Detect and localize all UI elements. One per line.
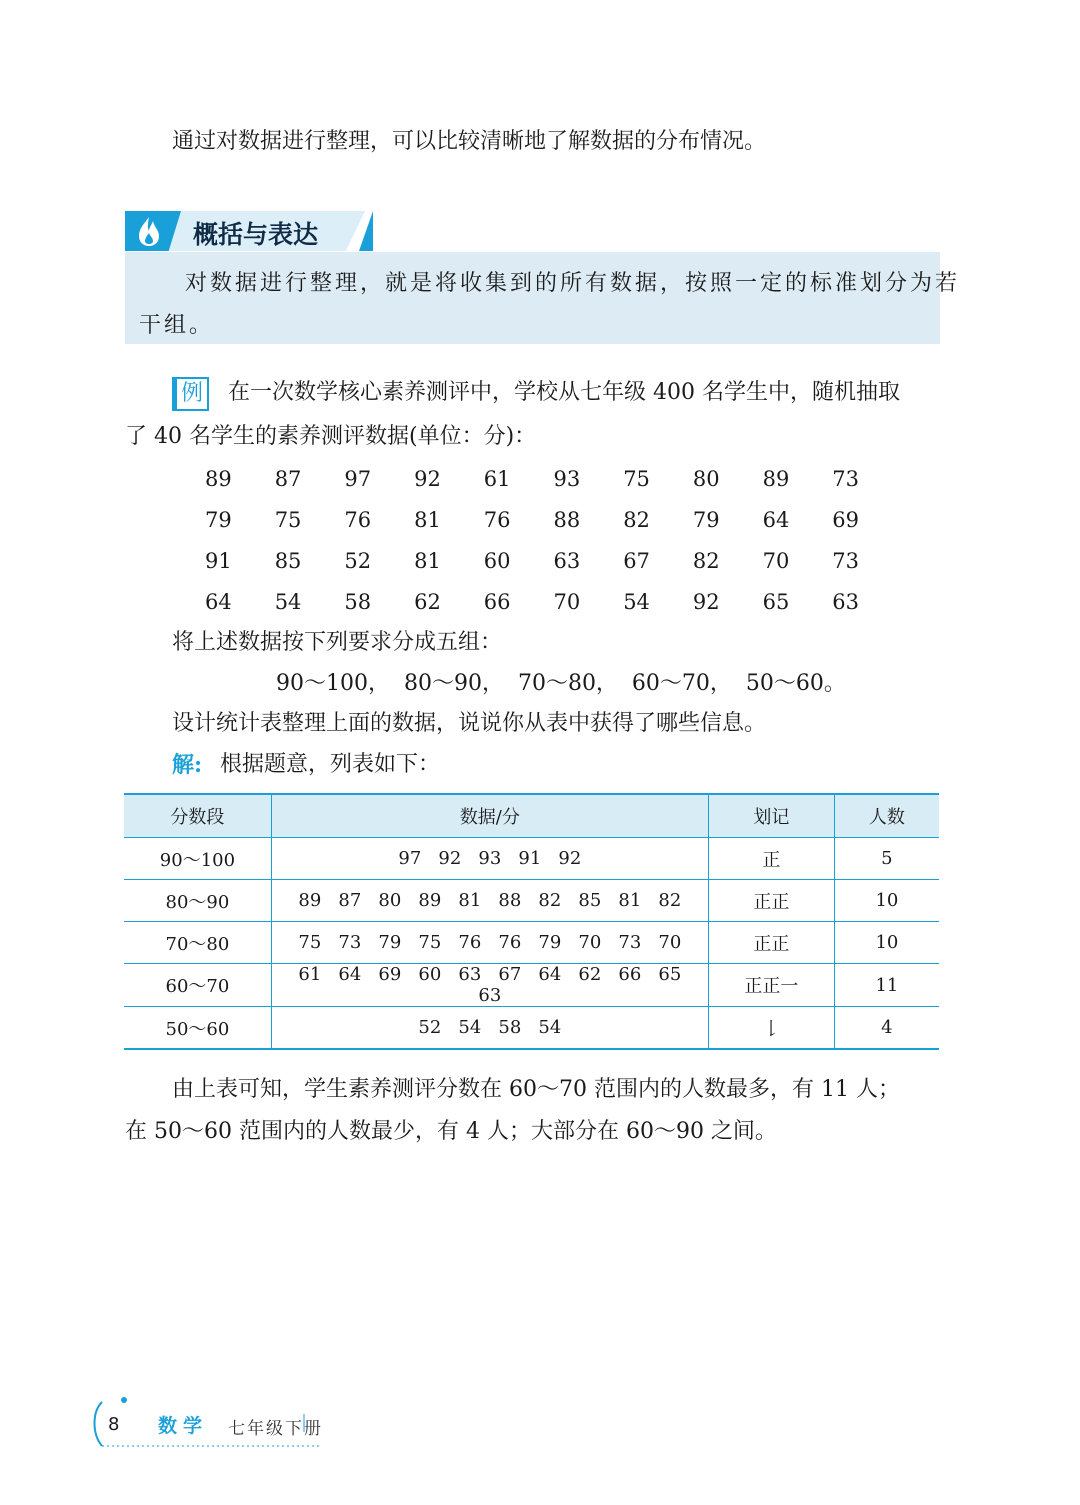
table-value: 79	[378, 932, 402, 953]
table-value: 87	[338, 890, 362, 911]
footer-book: 七年级下册	[228, 1419, 323, 1439]
data-value: 61	[483, 467, 511, 491]
example-tag: 例	[172, 377, 209, 411]
table-value: 85	[578, 890, 602, 911]
table-value: 81	[618, 890, 642, 911]
table-value: 60	[418, 964, 442, 985]
header-data: 数据/分	[271, 794, 708, 838]
section-header	[125, 211, 365, 251]
data-value: 92	[414, 467, 441, 491]
table-value: 52	[418, 1017, 442, 1038]
table-value: 65	[658, 964, 682, 985]
data-value: 76	[483, 508, 511, 532]
cell-count: 5	[834, 838, 939, 880]
cell-tally: 正正	[708, 880, 834, 922]
data-value: 82	[692, 549, 720, 573]
table-value: 91	[518, 848, 542, 869]
data-value: 75	[623, 467, 650, 491]
data-value: 80	[692, 467, 720, 491]
table-value: 70	[578, 932, 602, 953]
header-range: 分数段	[124, 794, 271, 838]
data-value: 54	[623, 590, 650, 614]
table-value: 58	[498, 1017, 522, 1038]
data-value: 73	[832, 467, 860, 491]
table-value: 81	[458, 890, 482, 911]
table-value: 54	[458, 1017, 482, 1038]
cell-values	[271, 880, 708, 922]
table-value: 67	[498, 964, 522, 985]
data-value: 73	[832, 549, 860, 573]
data-value: 89	[205, 467, 232, 491]
table-value: 76	[498, 932, 522, 953]
page-number: 8	[108, 1414, 120, 1435]
table-value: 89	[298, 890, 322, 911]
table-row	[124, 838, 939, 880]
data-value: 89	[762, 467, 790, 491]
table-value: 61	[298, 964, 322, 985]
table-value: 79	[538, 932, 562, 953]
summary-line-1: 对数据进行整理，就是将收集到的所有数据，按照一定的标准划分为若	[185, 271, 961, 296]
summary-box	[125, 252, 961, 344]
data-value: 65	[762, 590, 790, 614]
data-value: 64	[762, 508, 790, 532]
table-value: 54	[538, 1017, 562, 1038]
data-value: 70	[762, 549, 790, 573]
solution-text: 根据题意，列表如下：	[220, 752, 441, 777]
frequency-table	[124, 793, 939, 1050]
table-value: 63	[478, 985, 502, 1006]
data-value: 79	[205, 508, 232, 532]
table-value: 69	[378, 964, 402, 985]
table-header-row	[124, 794, 939, 838]
table-value: 66	[618, 964, 642, 985]
data-value: 54	[274, 590, 302, 614]
data-value: 66	[483, 590, 511, 614]
group-instruction: 将上述数据按下列要求分成五组：	[172, 630, 503, 655]
table-value: 75	[298, 932, 322, 953]
table-value: 73	[338, 932, 362, 953]
data-value: 87	[274, 467, 302, 491]
cell-tally: 𠄌	[708, 1007, 834, 1050]
cell-range: 80～90	[124, 880, 271, 922]
data-value: 60	[483, 549, 511, 573]
table-value: 88	[498, 890, 522, 911]
cell-count: 11	[834, 964, 939, 1007]
table-value: 64	[338, 964, 362, 985]
conclusion-line-1: 由上表可知，学生素养测评分数在 60～70 范围内的人数最多，有 11 人；	[172, 1077, 900, 1102]
table-value: 73	[618, 932, 642, 953]
cell-values	[271, 838, 708, 880]
data-value: 70	[553, 590, 581, 614]
table-value: 62	[578, 964, 602, 985]
header-count: 人数	[834, 794, 939, 838]
table-row	[124, 922, 939, 964]
data-value: 69	[832, 508, 860, 532]
data-value: 81	[414, 549, 441, 573]
summary-line-2: 干组。	[139, 313, 215, 338]
table-value: 64	[538, 964, 562, 985]
data-value: 75	[274, 508, 302, 532]
table-value: 63	[458, 964, 482, 985]
data-value: 93	[553, 467, 581, 491]
data-value: 81	[414, 508, 441, 532]
data-value: 79	[692, 508, 720, 532]
table-value: 82	[538, 890, 562, 911]
data-value: 91	[205, 549, 232, 573]
table-value: 70	[658, 932, 682, 953]
table-value: 93	[478, 848, 502, 869]
cell-range: 50～60	[124, 1007, 271, 1050]
example-line-1: 在一次数学核心素养测评中，学校从七年级 400 名学生中，随机抽取	[228, 380, 900, 405]
data-value: 88	[553, 508, 581, 532]
table-value: 89	[418, 890, 442, 911]
cell-tally: 正正	[708, 922, 834, 964]
example-line-2: 了 40 名学生的素养测评数据(单位：分)：	[125, 424, 537, 449]
cell-tally: 正正一	[708, 964, 834, 1007]
footer-subject: 数学	[158, 1415, 209, 1437]
table-value: 92	[558, 848, 582, 869]
data-value: 63	[553, 549, 581, 573]
table-row	[124, 1007, 939, 1050]
data-value: 82	[623, 508, 650, 532]
cell-count: 4	[834, 1007, 939, 1050]
cell-values	[271, 1007, 708, 1050]
section-title: 概括与表达	[193, 220, 319, 249]
cell-count: 10	[834, 922, 939, 964]
cell-range: 90～100	[124, 838, 271, 880]
table-value: 92	[438, 848, 462, 869]
table-value: 75	[418, 932, 442, 953]
table-value: 97	[398, 848, 422, 869]
cell-tally: 正	[708, 838, 834, 880]
header-tally: 划记	[708, 794, 834, 838]
cell-count: 10	[834, 880, 939, 922]
cell-range: 60～70	[124, 964, 271, 1007]
table-row	[124, 964, 939, 1007]
data-value: 58	[344, 590, 372, 614]
data-value: 64	[205, 590, 232, 614]
intro-text: 通过对数据进行整理，可以比较清晰地了解数据的分布情况。	[172, 129, 767, 154]
data-value: 92	[692, 590, 720, 614]
task-text: 设计统计表整理上面的数据，说说你从表中获得了哪些信息。	[172, 711, 767, 736]
solution-label: 解:	[172, 752, 203, 778]
table-value: 80	[378, 890, 402, 911]
table-value: 82	[658, 890, 682, 911]
cell-values	[271, 922, 708, 964]
table-value: 76	[458, 932, 482, 953]
table-row	[124, 880, 939, 922]
data-value: 85	[274, 549, 302, 573]
conclusion-line-2: 在 50～60 范围内的人数最少，有 4 人；大部分在 60～90 之间。	[125, 1119, 777, 1144]
data-value: 97	[344, 467, 372, 491]
data-value: 67	[623, 549, 650, 573]
data-value: 63	[832, 590, 860, 614]
cell-range: 70～80	[124, 922, 271, 964]
data-value: 76	[344, 508, 372, 532]
data-value: 62	[414, 590, 441, 614]
group-ranges: 90～100， 80～90， 70～80， 60～70， 50～60。	[276, 671, 846, 696]
cell-values	[271, 964, 708, 1007]
data-value: 52	[344, 549, 372, 573]
